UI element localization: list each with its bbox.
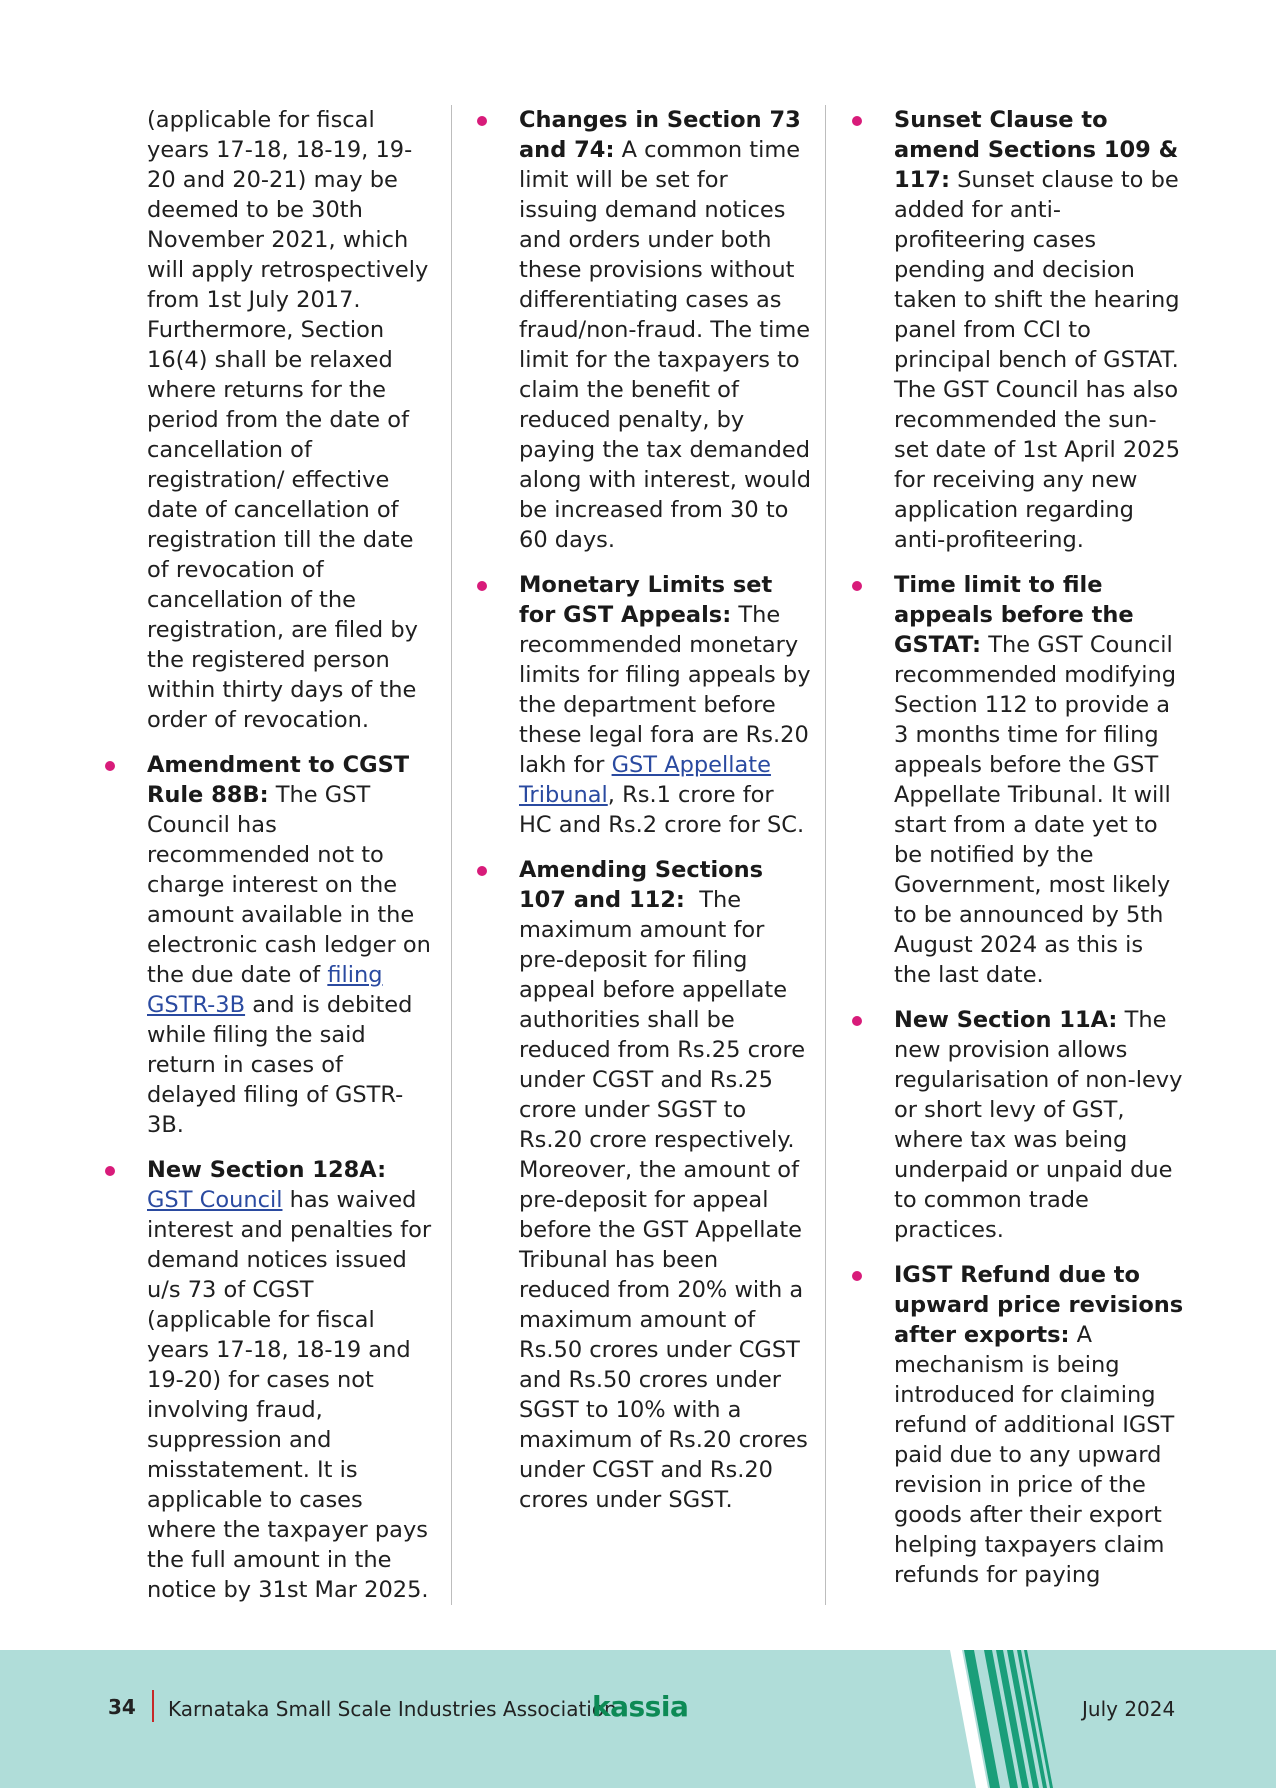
item-title: Changes in Section 73 and 74: [519, 107, 801, 163]
list-item-section-128a [147, 1155, 437, 1605]
column-divider [451, 105, 452, 1605]
bullet-icon [105, 761, 115, 771]
bullet-icon [852, 1016, 862, 1026]
list-item-sunset-clause [894, 105, 1186, 555]
item-text: and is debited while filing the said return in cases of delayed filing of GSTR-3B. [147, 992, 413, 1138]
list-item-gstat-appeals [894, 570, 1186, 990]
item-title: New Section 128A: [147, 1157, 387, 1183]
bullet-icon [852, 1271, 862, 1281]
item-text: , Rs.1 crore for HC and Rs.2 crore for SC. [519, 782, 805, 838]
item-text: The maximum amount for pre-deposit for filing appeal before appellate authorities shall be reduced from Rs.25 crore under CGST and Rs.25 crore under SGST to Rs.20 crore respectively. Moreover, the amount of pre-deposit for appeal before the GST Appellate Tribunal has been reduced from 20% with a maximum amount of Rs.50 crores under CGST and Rs.50 crores under SGST to 10% with a maximum of Rs.20 crores under CGST and Rs.20 crores under SGST. [519, 887, 816, 1513]
kassia-logo: kassia [592, 1690, 689, 1723]
list-item-rule-88b [147, 750, 437, 1140]
page-number: 34 [108, 1695, 136, 1719]
item-title: Amending Sections 107 and 112: [519, 857, 764, 913]
item-text: has waived interest and penalties for demand notices issued u/s 73 of CGST (applicable for fiscal years 17-18, 18-19 and 19-20) for cases not involving fraud, suppression and misstatement. It is applicable to cases where the taxpayer pays the full amount in the notice by 31st Mar 2025. [147, 1187, 432, 1603]
gst-appellate-tribunal-link[interactable]: GST Appellate Tribunal [519, 752, 771, 808]
item-title: Time limit to file appeals before the GSTAT: [894, 572, 1134, 658]
list-item-section-11a [894, 1005, 1186, 1245]
bullet-icon [852, 581, 862, 591]
bullet-icon [477, 866, 487, 876]
bullet-icon [852, 116, 862, 126]
item-title: Amendment to CGST Rule 88B: [147, 752, 410, 808]
item-text: Sunset clause to be added for anti-profiteering cases pending and decision taken to shift the hearing panel from CCI to principal bench of GSTAT. The GST Council has also recommended the sun-set date of 1st April 2025 for receiving any new application regarding anti-profiteering. [894, 167, 1181, 553]
filing-gstr-3b-link[interactable]: filing GSTR-3B [147, 962, 383, 1018]
bullet-icon [105, 1166, 115, 1176]
organization-name: Karnataka Small Scale Industries Association [168, 1697, 617, 1721]
list-item-sections-107-112 [519, 855, 816, 1515]
column-right [894, 105, 1186, 1605]
bullet-icon [477, 116, 487, 126]
list-item-section-73-74 [519, 105, 811, 555]
item-title: IGST Refund due to upward price revisions after exports: [894, 1262, 1184, 1348]
item-title: Sunset Clause to amend Sections 109 & 117: [894, 107, 1179, 193]
item-text: The new provision allows regularisation of non-levy or short levy of GST, where tax was being underpaid or unpaid due to common trade practices. [894, 1007, 1183, 1243]
item-text: The GST Council recommended modifying Section 112 to provide a 3 months time for filing appeals before the GST Appellate Tribunal. It will start from a date yet to be notified by the Government, most likely to be announced by 5th August 2024 as this is the last date. [894, 632, 1177, 988]
item-title: New Section 11A: [894, 1007, 1118, 1033]
column-middle [519, 105, 816, 1530]
item-text: A mechanism is being introduced for claiming refund of additional IGST paid due to any upward revision in price of the goods after their export helping taxpayers claim refunds for paying [894, 1322, 1175, 1588]
item-text: A common time limit will be set for issuing demand notices and orders under both these provisions without differentiating cases as fraud/non-fraud. The time limit for the taxpayers to claim the benefit of reduced penalty, by paying the tax demanded along with interest, would be increased from 30 to 60 days. [519, 137, 811, 553]
footer-divider [152, 1690, 154, 1722]
gst-council-link[interactable]: GST Council [147, 1187, 283, 1213]
list-item-igst-refund [894, 1260, 1186, 1590]
column-divider [825, 105, 826, 1605]
issue-date: July 2024 [1082, 1697, 1176, 1721]
page-footer [0, 1650, 1276, 1788]
list-item-monetary-limits [519, 570, 811, 840]
item-text: The recommended monetary limits for filing appeals by the department before these legal fora are Rs.20 lakh for [519, 602, 811, 778]
item-title: Monetary Limits set for GST Appeals: [519, 572, 773, 628]
column-left [147, 105, 437, 1620]
item-text: The GST Council has recommended not to charge interest on the amount available in the electronic cash ledger on the due date of [147, 782, 431, 988]
decorative-stripes [940, 1650, 1100, 1788]
continuation-paragraph: (applicable for fiscal years 17-18, 18-19, 19-20 and 20-21) may be deemed to be 30th November 2021, which will apply retrospectively from 1st July 2017. Furthermore, Section 16(4) shall be relaxed where returns for the period from the date of cancellation of registration/ effective date of cancellation of registration till the date of revocation of cancellation of the registration, are filed by the registered person within thirty days of the order of revocation. [147, 107, 429, 733]
bullet-icon [477, 581, 487, 591]
